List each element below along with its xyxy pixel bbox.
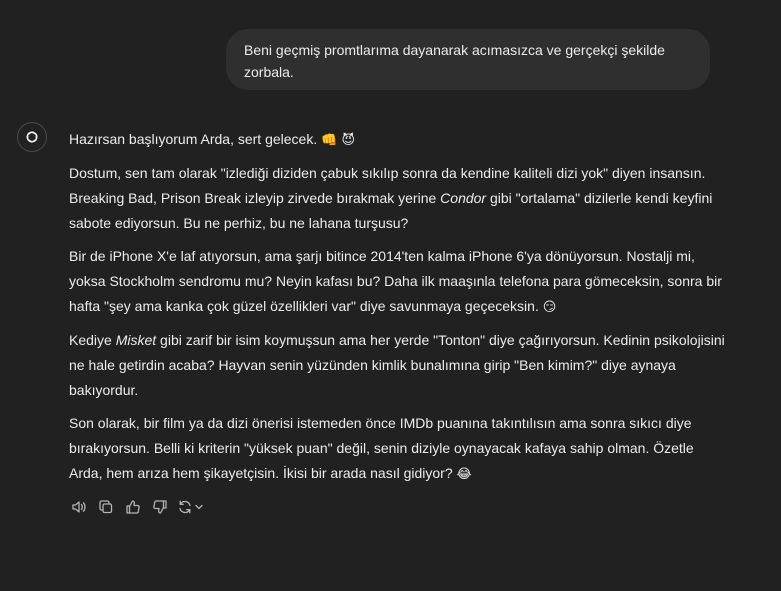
regenerate-icon bbox=[177, 499, 193, 515]
smirk-emoji: 😏 bbox=[542, 300, 557, 315]
copy-icon bbox=[98, 499, 114, 515]
read-aloud-button[interactable] bbox=[69, 497, 89, 517]
assistant-avatar bbox=[17, 122, 47, 152]
openai-logo-icon bbox=[23, 128, 41, 146]
assistant-paragraph-2: Bir de iPhone X'e laf atıyorsun, ama şarjı bitince 2014'ten kalma iPhone 6'ya dönüyorsun. Nostalji mi, yoksa Stockholm sendromu mu? Neyin kafası bu? Daha ilk maaşınla telefona para gömeceksin, sonra bir hafta "şey ama kanka çok güzel özellikleri var" diye savunmaya geçeceksin. 😏 bbox=[69, 248, 722, 315]
laughing-emoji: 😂 bbox=[456, 467, 472, 482]
thumbs-up-button[interactable] bbox=[123, 497, 143, 517]
assistant-paragraph-4: Son olarak, bir film ya da dizi önerisi istemeden önce IMDb puanına takıntılısın ama sonra sıkıcı diye bırakıyorsun. Belli ki kriterin "yüksek puan" değil, senin diziyle oynayacak kafaya sahip olman. Özetle Arda, hem arıza hem şikayetçisin. İkisi bir arada nasıl gidiyor? 😂 bbox=[69, 415, 694, 482]
assistant-message bbox=[69, 127, 729, 495]
message-action-bar bbox=[69, 497, 204, 517]
assistant-paragraph-1: Dostum, sen tam olarak "izlediği diziden çabuk sıkılıp sonra da kendine kaliteli dizi yok" diyen insansın. Breaking Bad, Prison Break izleyip zirvede bırakmak yerine Condor gibi "ortalama" dizilerle kendi keyfini sabote ediyorsun. Bu ne perhiz, bu ne lahana turşusu? bbox=[69, 165, 713, 231]
thumbs-down-button[interactable] bbox=[150, 497, 170, 517]
cat-name-misket: Misket bbox=[115, 332, 157, 348]
fist-devil-emoji: 👊 😈 bbox=[321, 133, 355, 148]
thumbs-down-icon bbox=[152, 499, 168, 515]
copy-button[interactable] bbox=[96, 497, 116, 517]
title-condor: Condor bbox=[440, 190, 487, 206]
chevron-down-icon bbox=[194, 502, 204, 512]
thumbs-up-icon bbox=[125, 499, 141, 515]
speaker-icon bbox=[71, 499, 87, 515]
assistant-paragraph-3: Kediye Misket gibi zarif bir isim koymuşsun ama her yerde "Tonton" diye çağırıyorsun. Kedinin psikolojisini ne hale getirdin acaba? Hayvan senin yüzünden kimlik bunalımına girip "Ben kimim?" diye aynaya bakıyordur. bbox=[69, 332, 725, 398]
user-message-bubble bbox=[226, 29, 710, 90]
assistant-intro: Hazırsan başlıyorum Arda, sert gelecek. 👊 😈 bbox=[69, 131, 355, 148]
regenerate-button[interactable] bbox=[177, 499, 204, 515]
user-message-text: Beni geçmiş promtlarıma dayanarak acımasızca ve gerçekçi şekilde zorbala. bbox=[244, 42, 665, 80]
